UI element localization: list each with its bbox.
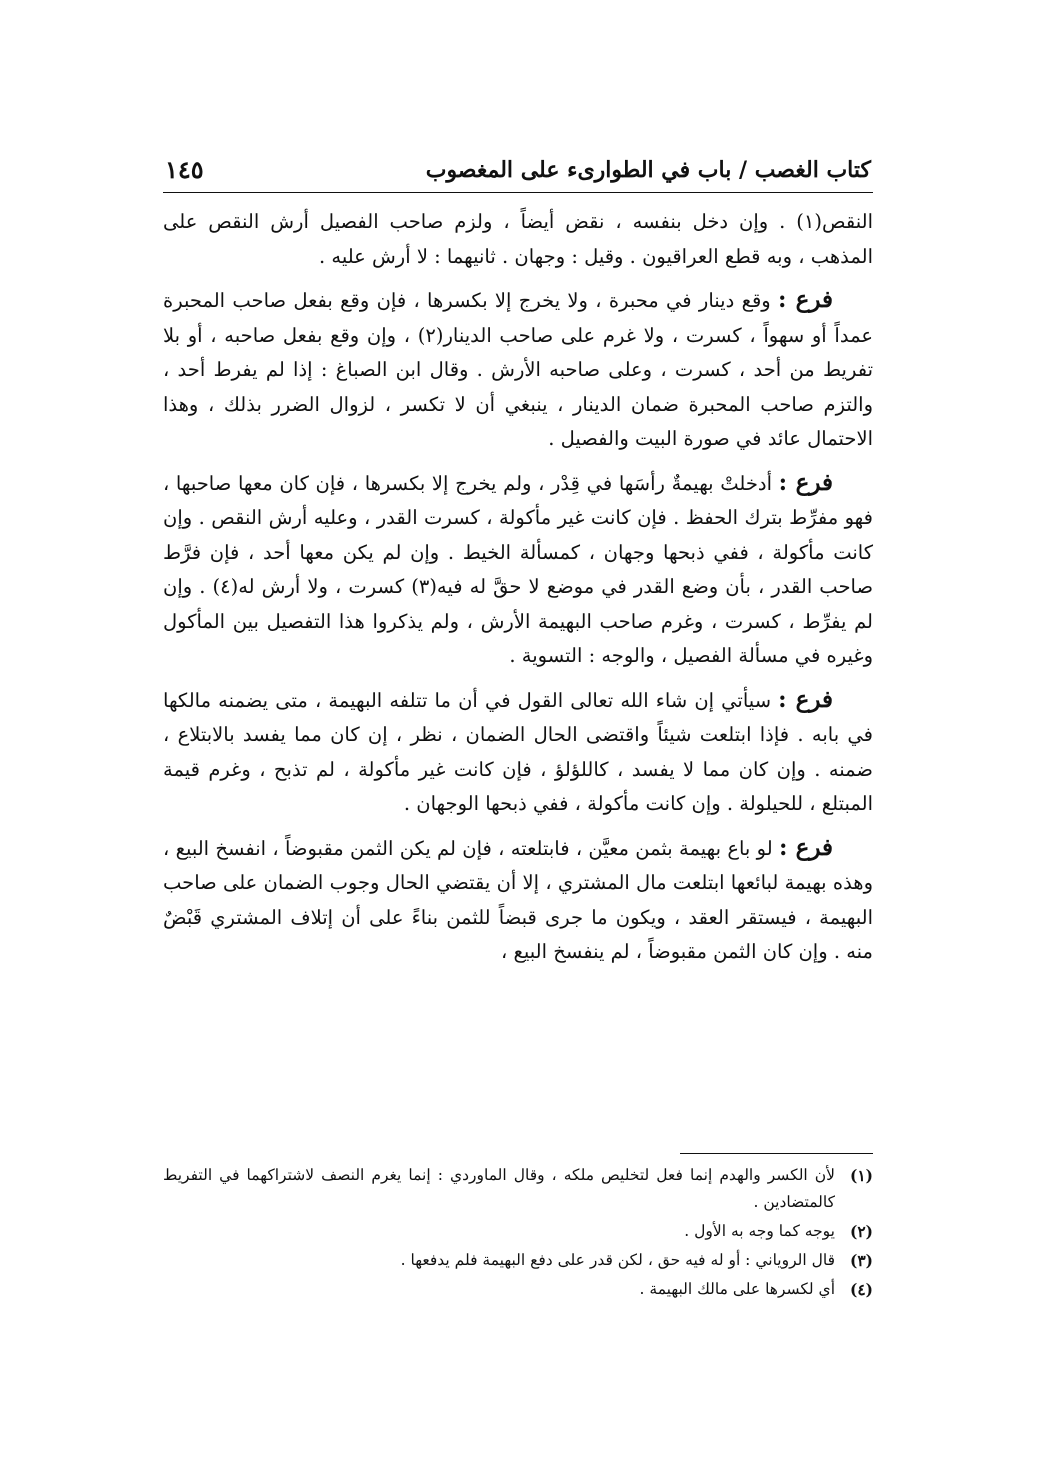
footnotes [163, 1162, 873, 1305]
paragraph-text: وقع دينار في محبرة ، ولا يخرج إلا بكسرها ، فإن وقع بفعل صاحب المحبرة عمداً أو سهواً ، كسرت ، ولا غرم على صاحب الدينار(٢) ، وإن وقع بفعل صاحبه ، أو بلا تفريط من أحد ، كسرت ، وعلى صاحبه الأرش . وقال ابن الصباغ : إذا لم يفرط أحد ، والتزم صاحب المحبرة ضمان الدينار ، ينبغي أن لا تكسر ، لزوال الضرر بذلك ، وهذا الاحتمال عائد في صورة البيت والفصيل . [163, 289, 873, 450]
footnote-number: (٣) [849, 1251, 873, 1270]
footnote [163, 1247, 873, 1274]
footnote-text: قال الروياني : أو له فيه حق ، لكن قدر على دفع البهيمة فلم يدفعها . [400, 1251, 835, 1269]
footnote-number: (٢) [849, 1222, 873, 1241]
main-text [163, 205, 873, 979]
paragraph-lead: فرع : [778, 286, 834, 313]
paragraph-text: لو باع بهيمة بثمن معيَّن ، فابتلعته ، فإن لم يكن الثمن مقبوضاً ، انفسخ البيع ، وهذه بهيمة لبائعها ابتلعت مال المشتري ، إلا أن يقتضي الحال وجوب الضمان على صاحب البهيمة ، فيستقر العقد ، ويكون ما جرى قبضاً للثمن بناءً على أن إتلاف المشتري قَبْضٌ منه . وإن كان الثمن مقبوضاً ، لم ينفسخ البيع ، [163, 836, 873, 963]
footnote-text: يوجه كما وجه به الأول . [684, 1222, 835, 1240]
footnote [163, 1276, 873, 1303]
footnote [163, 1162, 873, 1216]
footnote-divider [680, 1153, 873, 1154]
footnote-text: أي لكسرها على مالك البهيمة . [639, 1280, 835, 1298]
paragraph [163, 831, 873, 970]
page-number: ١٤٥ [165, 155, 204, 184]
paragraph-lead: فرع : [779, 833, 834, 861]
paragraph-lead: فرع : [778, 468, 834, 496]
footnote-number: (٤) [849, 1280, 873, 1299]
footnote [163, 1218, 873, 1245]
header-divider [163, 192, 873, 193]
paragraph-text: النقص(١) . وإن دخل بنفسه ، نقض أيضاً ، ولزم صاحب الفصيل أرش النقص على المذهب ، وبه قطع العراقيون . وقيل : وجهان . ثانيهما : لا أرش عليه . [163, 210, 873, 268]
paragraph-text: سيأتي إن شاء الله تعالى القول في أن ما تتلفه البهيمة ، متى يضمنه مالكها في بابه . فإذا ابتلعت شيئاً واقتضى الحال الضمان ، نظر ، إن كان مما يفسد بالابتلاع ، ضمنه . وإن كان مما لا يفسد ، كاللؤلؤ ، فإن كانت غير مأكولة ، لم تذبح ، وغرم قيمة المبتلع ، للحيلولة . وإن كانت مأكولة ، ففي ذبحها الوجهان . [163, 688, 873, 815]
paragraph [163, 466, 873, 674]
paragraph [163, 205, 873, 274]
paragraph-text: أدخلتْ بهيمةٌ رأسَها في قِدْر ، ولم يخرج إلا بكسرها ، فإن كان معها صاحبها ، فهو مفرِّط بترك الحفظ . فإن كانت غير مأكولة ، كسرت القدر ، وعليه أرش النقص . وإن كانت مأكولة ، ففي ذبحها وجهان ، كمسألة الخيط . وإن لم يكن معها أحد ، فإن فرَّط صاحب القدر ، بأن وضع القدر في موضع لا حقَّ له فيه(٣) كسرت ، ولا أرش له(٤) . وإن لم يفرِّط ، كسرت ، وغرم صاحب البهيمة الأرش ، ولم يذكروا هذا التفصيل بين المأكول وغيره في مسألة الفصيل ، والوجه : التسوية . [163, 471, 874, 667]
paragraph-lead: فرع : [778, 685, 834, 713]
running-title: كتاب الغصب / باب في الطوارىء على المغصوب [425, 157, 871, 183]
paragraph [163, 283, 873, 457]
footnote-number: (١) [849, 1166, 873, 1185]
paragraph [163, 683, 873, 822]
page-header [163, 150, 871, 190]
footnote-text: لأن الكسر والهدم إنما فعل لتخليص ملكه ، وقال الماوردي : إنما يغرم النصف لاشتراكهما في التفريط كالمتضادين . [163, 1166, 835, 1211]
